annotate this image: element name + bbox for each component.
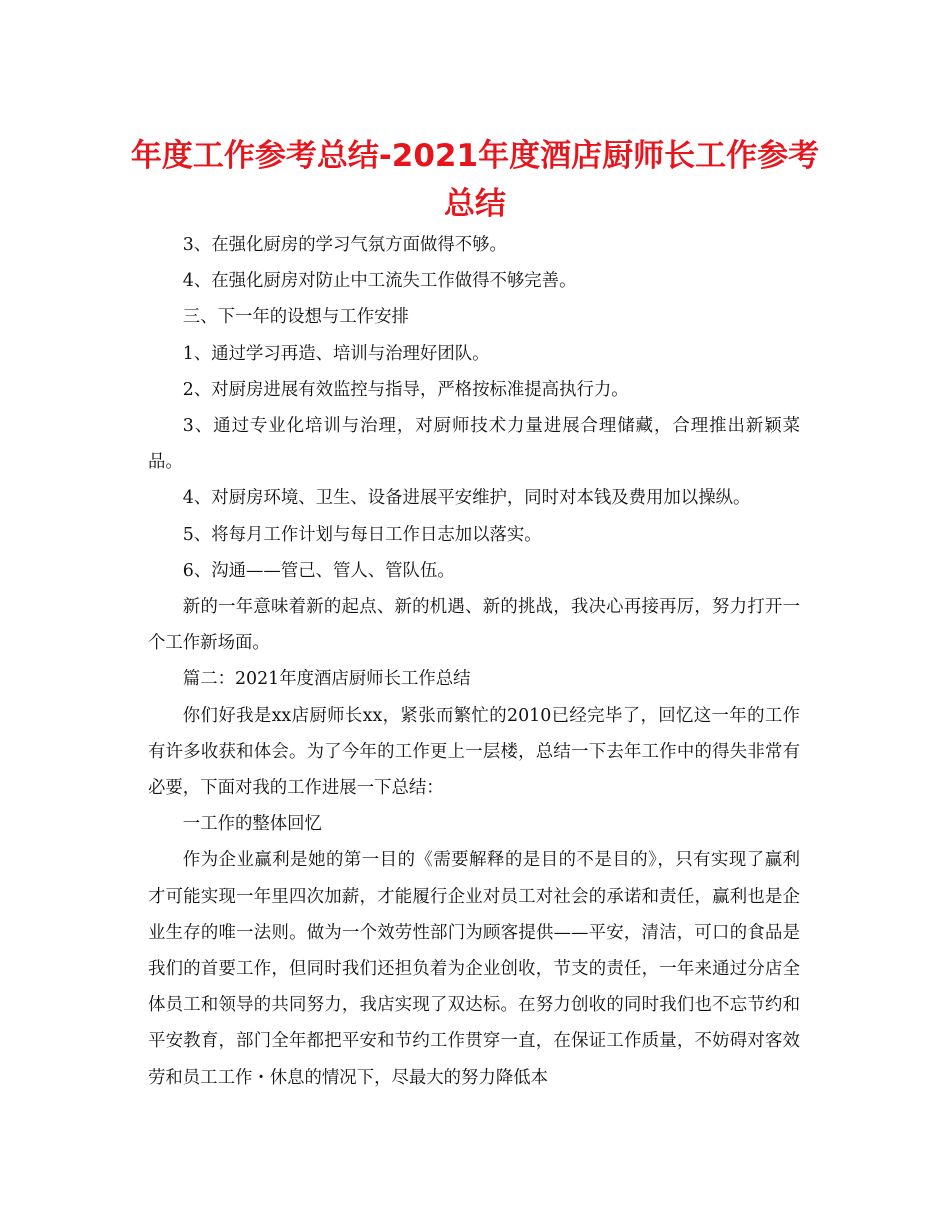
paragraph: 5、将每月工作计划与每日工作日志加以落实。: [182, 524, 542, 545]
document-title: 年度工作参考总结-2021年度酒店厨师长工作参考总结: [130, 138, 820, 222]
section-heading: 篇二：2021年度酒店厨师长工作总结: [182, 669, 471, 690]
paragraph: 1、通过学习再造、培训与治理好团队。: [182, 343, 490, 364]
paragraph: 作为企业赢利是她的第一目的《需要解释的是目的不是目的》，只有实现了赢利才可能实现一年里四次加薪，才能履行企业对员工对社会的承诺和责任，赢利也是企业生存的唯一法则。做为一个效劳性部门为顾客提供——平安，清洁，可口的食品是我们的首要工作，但同时我们还担负着为企业创收，节支的责任，一年来通过分店全体员工和领导的共同努力，我店实现了双达标。在努力创收的同时我们也不忘节约和平安教育，部门全年都把平安和节约工作贯穿一直，在保证工作质量，不妨碍对客效劳和员工工作・休息的情况下，尽最大的努力降低本: [148, 850, 800, 1088]
section-heading: 三、下一年的设想与工作安排: [182, 307, 409, 328]
paragraph: 4、对厨房环境、卫生、设备进展平安维护，同时对本钱及费用加以操纵。: [182, 488, 751, 509]
section-heading: 一工作的整体回忆: [182, 814, 322, 835]
paragraph: 新的一年意味着新的起点、新的机遇、新的挑战，我决心再接再厉，努力打开一个工作新场面。: [148, 597, 800, 654]
document-body: [148, 227, 800, 1096]
paragraph: 3、在强化厨房的学习气氛方面做得不够。: [182, 235, 507, 255]
paragraph: 2、对厨房进展有效监控与指导，严格按标准提高执行力。: [182, 379, 629, 400]
paragraph: 3、通过专业化培训与治理，对厨师技术力量进展合理储藏，合理推出新颖菜品。: [148, 416, 800, 473]
paragraph: 6、沟通——管己、管人、管队伍。: [182, 560, 455, 581]
paragraph: 4、在强化厨房对防止中工流失工作做得不够完善。: [182, 271, 577, 292]
paragraph: 你们好我是xx店厨师长xx，紧张而繁忙的2010已经完毕了，回忆这一年的工作有许多收获和体会。为了今年的工作更上一层楼，总结一下去年工作中的得失非常有必要，下面对我的工作进展一下总结：: [148, 705, 800, 799]
